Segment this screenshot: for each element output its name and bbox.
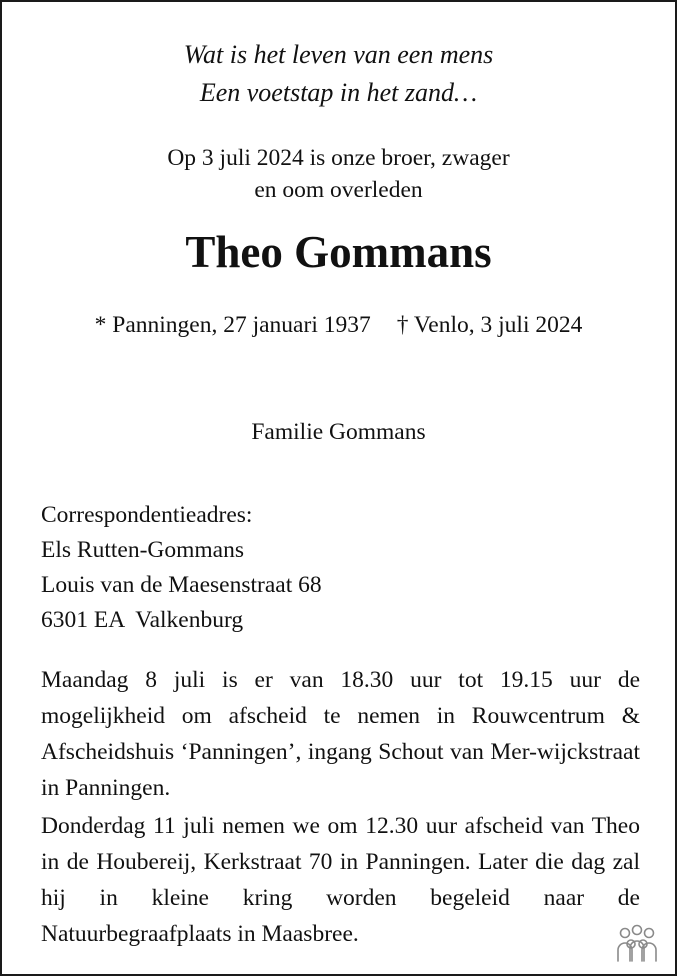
poem-line-2: Een voetstap in het zand… <box>199 78 478 107</box>
family-signature: Familie Gommans <box>251 419 426 445</box>
correspondence-address <box>41 498 322 638</box>
life-dates <box>2 308 675 342</box>
people-group-icon <box>613 924 661 964</box>
farewell-viewing-paragraph: Maandag 8 juli is er van 18.30 uur tot 19.15 uur de mogelijkheid om afscheid te nemen in Rouwcentrum & Afscheidshuis ‘Panningen’, ingang Schout van Mer-wijckstraat in Panningen. <box>41 667 640 801</box>
announcement-intro <box>2 142 675 206</box>
address-name: Els Rutten-Gommans <box>41 537 244 563</box>
address-street: Louis van de Maesenstraat 68 <box>41 572 322 598</box>
farewell-ceremony-paragraph: Donderdag 11 juli nemen we om 12.30 uur afscheid van Theo in de Houbereij, Kerkstraat 70 in Panningen. Later die dag zal hij in kleine kring worden begeleid naar de Natuurbegraafplaats in Maasbree. <box>41 813 640 947</box>
poem <box>2 36 675 112</box>
death-date: † Venlo, 3 juli 2024 <box>396 312 583 338</box>
address-city: 6301 EA Valkenburg <box>41 607 244 633</box>
intro-line-2: en oom overleden <box>254 177 423 203</box>
poem-line-1: Wat is het leven van een mens <box>183 40 494 69</box>
intro-line-1: Op 3 juli 2024 is onze broer, zwager <box>167 145 510 171</box>
address-heading: Correspondentieadres: <box>41 502 253 528</box>
birth-date: * Panningen, 27 januari 1937 <box>94 312 371 338</box>
deceased-name: Theo Gommans <box>185 227 492 277</box>
